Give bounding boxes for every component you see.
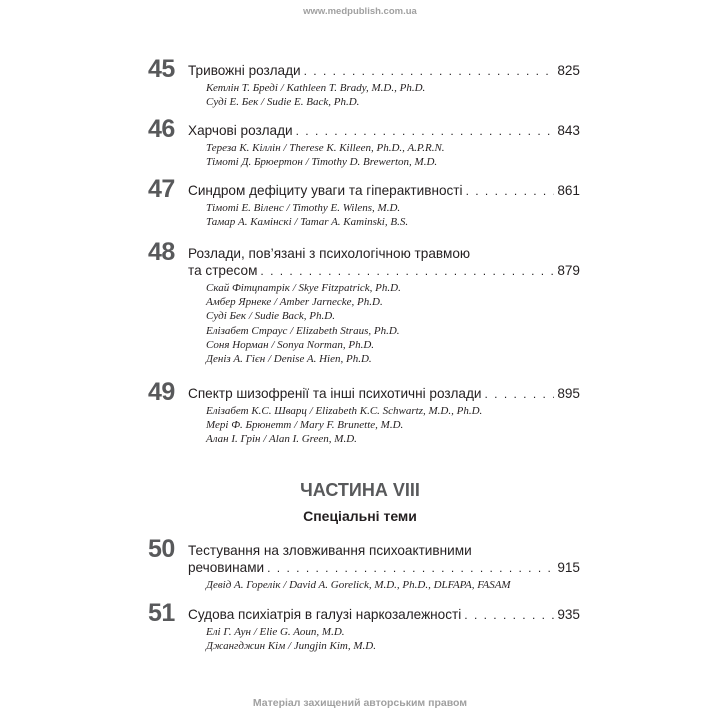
chapter-number: 47 — [148, 175, 175, 203]
author: Соня Норман / Sonya Norman, Ph.D. — [206, 338, 375, 351]
chapter-title-first-line[interactable]: Тестування на зловживання психоактивними — [188, 543, 472, 558]
chapter-entry — [148, 238, 580, 366]
author-list — [206, 625, 580, 653]
chapter-title: Спектр шизофренії та інші психотичні розлади — [188, 386, 482, 401]
chapter-title-first-line[interactable]: Розлади, пов’язані з психологічною травмою — [188, 246, 471, 261]
chapter-title-line[interactable] — [188, 385, 580, 403]
chapter-number: 50 — [148, 535, 175, 563]
author: Тімоті Д. Брюертон / Timothy D. Brewerton, M.D. — [206, 156, 438, 169]
chapter-entry — [148, 535, 580, 592]
page-number: 879 — [557, 263, 580, 278]
chapter-title: Синдром дефіциту уваги та гіперактивності — [188, 183, 463, 198]
chapter-number: 51 — [148, 599, 175, 627]
author: Джангджин Кім / Jungjin Kim, M.D. — [206, 640, 376, 653]
author: Тімоті Е. Віленс / Timothy E. Wilens, M.D. — [206, 202, 401, 214]
author: Девід А. Горелік / David A. Gorelick, M.D., Ph.D., DLFAPA, FASAM — [206, 579, 511, 591]
part-label: ЧАСТИНА VIII — [300, 480, 420, 500]
chapter-number: 48 — [148, 238, 175, 266]
chapter-title-line[interactable] — [188, 559, 580, 577]
author-list — [206, 404, 580, 447]
author: Суді Е. Бек / Sudie E. Back, Ph.D. — [206, 96, 360, 109]
author-list — [206, 578, 580, 592]
author: Тамар А. Камінскі / Tamar A. Kaminski, B.S. — [206, 216, 409, 229]
chapter-title-line[interactable] — [188, 62, 580, 80]
page-number: 861 — [557, 183, 580, 198]
author: Тереза К. Кіллін / Therese K. Killeen, Ph.D., A.P.R.N. — [206, 142, 445, 154]
author-list — [206, 201, 580, 229]
author: Суді Бек / Sudie Back, Ph.D. — [206, 310, 335, 323]
author: Алан І. Грін / Alan I. Green, M.D. — [206, 433, 357, 446]
author: Скай Фітцпатрік / Skye Fitzpatrick, Ph.D. — [206, 282, 401, 294]
chapter-number: 46 — [148, 115, 175, 143]
author-list — [206, 281, 580, 366]
chapter-entry — [148, 55, 580, 109]
chapter-number: 49 — [148, 378, 175, 406]
dot-leader — [267, 560, 554, 577]
chapter-title: Судова психіатрія в галузі наркозалежності — [188, 607, 462, 622]
chapter-entry — [148, 175, 580, 229]
chapter-title-line[interactable] — [188, 122, 580, 140]
chapter-title: та стресом — [188, 263, 258, 278]
author: Елізабет К.С. Шварц / Elizabeth K.C. Schwartz, M.D., Ph.D. — [206, 405, 483, 417]
chapter-entry — [148, 599, 580, 653]
dot-leader — [304, 63, 555, 80]
part-title: Спеціальні теми — [303, 508, 417, 524]
author-list — [206, 141, 580, 169]
dot-leader — [260, 263, 554, 280]
chapter-title: Харчові розлади — [188, 123, 293, 138]
copyright-footer: Матеріал захищений авторським правом — [252, 697, 468, 709]
dot-leader — [466, 183, 555, 200]
chapter-entry — [148, 378, 580, 447]
header-url: www.medpublish.com.ua — [303, 6, 417, 17]
author: Деніз А. Гієн / Denise A. Hien, Ph.D. — [206, 353, 372, 366]
chapter-title: речовинами — [188, 560, 265, 575]
page-number: 915 — [557, 560, 580, 575]
chapter-title: Тривожні розлади — [188, 63, 301, 78]
author: Мері Ф. Брюнетт / Mary F. Brunette, M.D. — [206, 419, 404, 432]
dot-leader — [464, 607, 554, 624]
dot-leader — [296, 123, 555, 140]
dot-leader — [485, 386, 555, 403]
page-number: 895 — [557, 386, 580, 401]
chapter-title-line[interactable] — [188, 182, 580, 200]
chapter-entry — [148, 115, 580, 169]
chapter-title-line[interactable] — [188, 606, 580, 624]
page-number: 935 — [557, 607, 580, 622]
page-number: 825 — [557, 63, 580, 78]
author: Амбер Ярнеке / Amber Jarnecke, Ph.D. — [206, 296, 383, 309]
author: Елі Г. Аун / Elie G. Aoun, M.D. — [206, 626, 345, 638]
chapter-title-line[interactable] — [188, 262, 580, 280]
author: Елізабет Страус / Elizabeth Straus, Ph.D. — [206, 324, 400, 337]
page-number: 843 — [557, 123, 580, 138]
author-list — [206, 81, 580, 109]
chapter-number: 45 — [148, 55, 175, 83]
author: Кетлін Т. Бреді / Kathleen T. Brady, M.D., Ph.D. — [206, 82, 426, 94]
